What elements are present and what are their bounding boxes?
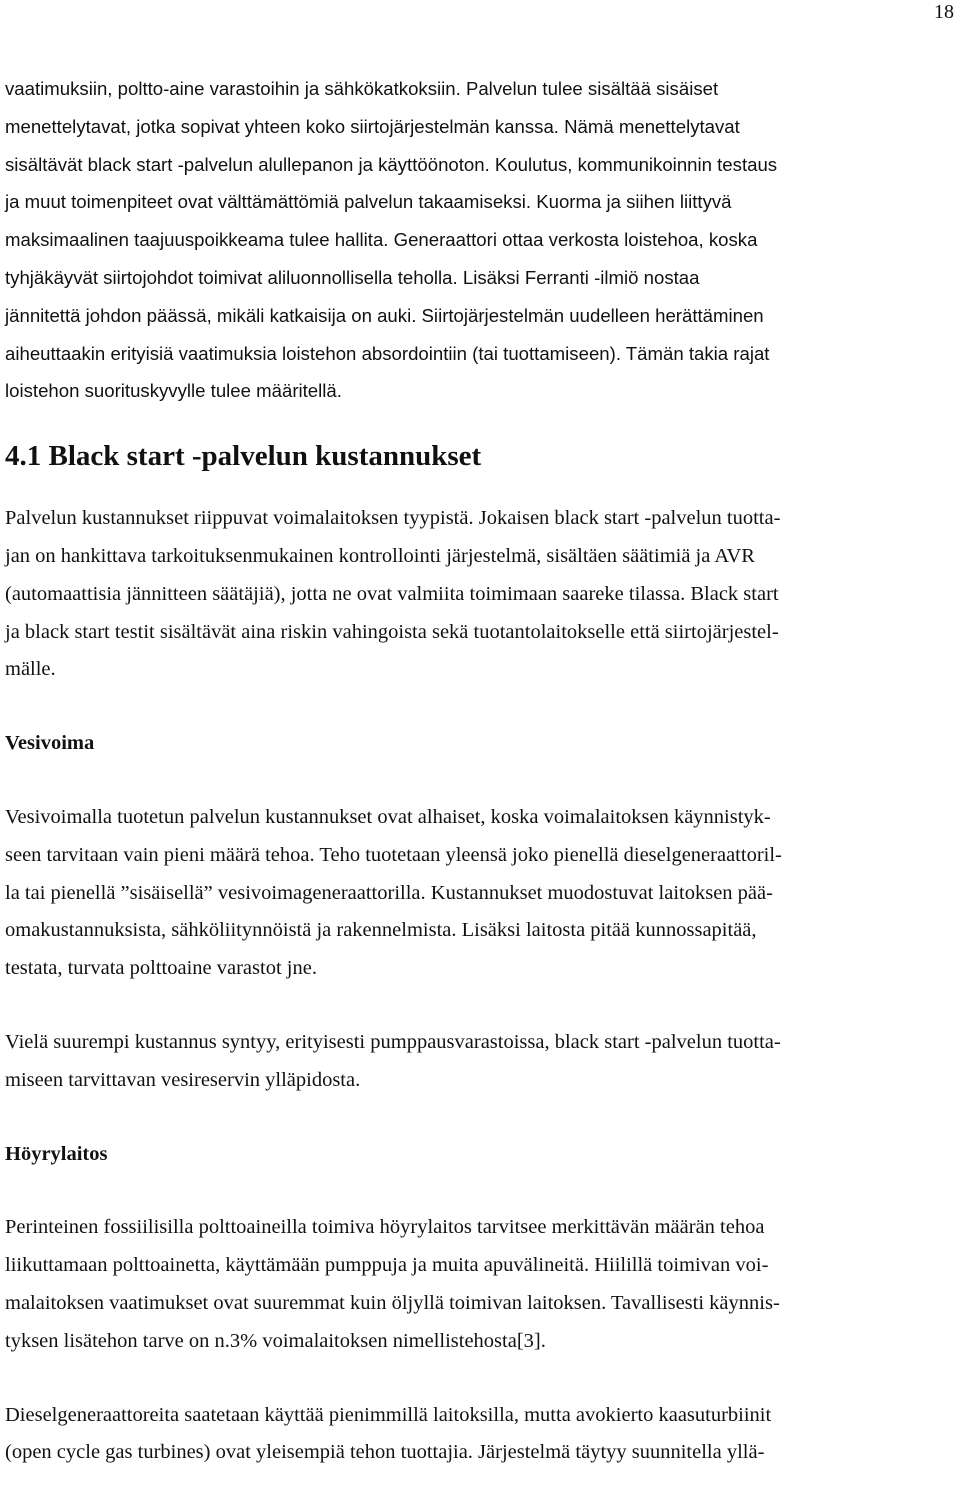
text-line: jan on hankittava tarkoituksenmukainen kontrollointi järjestelmä, sisältäen säätimiä ja AVR <box>5 544 755 567</box>
text-line: tyksen lisätehon tarve on n.3% voimalaitoksen nimellistehosta[3]. <box>5 1329 546 1352</box>
subheading-steam: Höyrylaitos <box>5 1142 108 1165</box>
text-line: liikuttamaan polttoainetta, käyttämään pumppuja ja muita apuvälineitä. Hiilillä toimivan voi- <box>5 1254 769 1277</box>
text-line: tyhjäkäyvät siirtojohdot toimivat aliluonnollisella teholla. Lisäksi Ferranti -ilmiö nostaa <box>5 266 700 288</box>
subheading-hydro: Vesivoima <box>5 732 95 755</box>
text-line: ja black start testit sisältävät aina riskin vahingoista sekä tuotantolaitokselle että siirtojärjestel- <box>5 620 779 643</box>
text-line: mälle. <box>5 658 56 681</box>
text-line: (open cycle gas turbines) ovat yleisempiä tehon tuottajia. Järjestelmä täytyy suunnitella yllä- <box>5 1441 765 1464</box>
page-content <box>5 70 950 1472</box>
text-line: Palvelun kustannukset riippuvat voimalaitoksen tyypistä. Jokaisen black start -palvelun tuotta- <box>5 507 781 530</box>
text-line: la tai pienellä ”sisäisellä” vesivoimageneraattorilla. Kustannukset muodostuvat laitoksen pää- <box>5 881 773 904</box>
text-line: aiheuttaakin erityisiä vaatimuksia loistehon absordointiin (tai tuottamiseen). Tämän takia rajat <box>5 342 770 364</box>
paragraph-intro <box>5 70 950 410</box>
paragraph-costs <box>5 500 950 689</box>
text-line: menettelytavat, jotka sopivat yhteen koko siirtojärjestelmän kanssa. Nämä menettelytavat <box>5 115 740 137</box>
text-line: testata, turvata polttoaine varastot jne. <box>5 957 317 980</box>
section-heading: 4.1 Black start -palvelun kustannukset <box>5 440 482 473</box>
text-line: jännitettä johdon päässä, mikäli katkaisija on auki. Siirtojärjestelmän uudelleen herättäminen <box>5 304 764 326</box>
text-line: loistehon suorituskyvylle tulee määritellä. <box>5 380 342 402</box>
page-number: 18 <box>934 1 954 23</box>
text-line: Vielä suurempi kustannus syntyy, erityisesti pumppausvarastoissa, black start -palvelun tuotta- <box>5 1030 781 1053</box>
text-line: vaatimuksiin, poltto-aine varastoihin ja sähkökatkoksiin. Palvelun tulee sisältää sisäiset <box>5 78 719 99</box>
text-line: sisältävät black start -palvelun alullepanon ja käyttöönoton. Koulutus, kommunikoinnin testaus <box>5 153 778 175</box>
paragraph-gap <box>5 1361 950 1397</box>
paragraph-gap <box>5 988 950 1024</box>
text-line: miseen tarvittavan vesireservin ylläpidosta. <box>5 1068 361 1091</box>
text-line: (automaattisia jännitteen säätäjiä), jotta ne ovat valmiita toimimaan saareke tilassa. Black start <box>5 582 779 605</box>
paragraph-hydro-1 <box>5 799 950 988</box>
text-line: omakustannuksista, sähköliitynnöistä ja rakennelmista. Lisäksi laitosta pitää kunnossapitää, <box>5 919 757 942</box>
text-line: Perinteinen fossiilisilla polttoaineilla toimiva höyrylaitos tarvitsee merkittävän määrän tehoa <box>5 1216 765 1239</box>
text-line: malaitoksen vaatimukset ovat suuremmat kuin öljyllä toimivan laitoksen. Tavallisesti käynnis- <box>5 1291 780 1314</box>
paragraph-hydro-2 <box>5 1024 950 1100</box>
paragraph-diesel <box>5 1397 950 1473</box>
text-line: ja muut toimenpiteet ovat välttämättömiä palvelun takaamiseksi. Kuorma ja siihen liittyvä <box>5 191 732 213</box>
text-line: maksimaalinen taajuuspoikkeama tulee hallita. Generaattori ottaa verkosta loistehoa, koska <box>5 229 758 251</box>
text-line: Vesivoimalla tuotetun palvelun kustannukset ovat alhaiset, koska voimalaitoksen käynnistyk- <box>5 805 771 828</box>
text-line: Dieselgeneraattoreita saatetaan käyttää pienimmillä laitoksilla, mutta avokierto kaasuturbiinit <box>5 1403 772 1426</box>
paragraph-steam <box>5 1209 950 1360</box>
text-line: seen tarvitaan vain pieni määrä tehoa. Teho tuotetaan yleensä joko pienellä dieselgeneraattoril- <box>5 843 782 866</box>
